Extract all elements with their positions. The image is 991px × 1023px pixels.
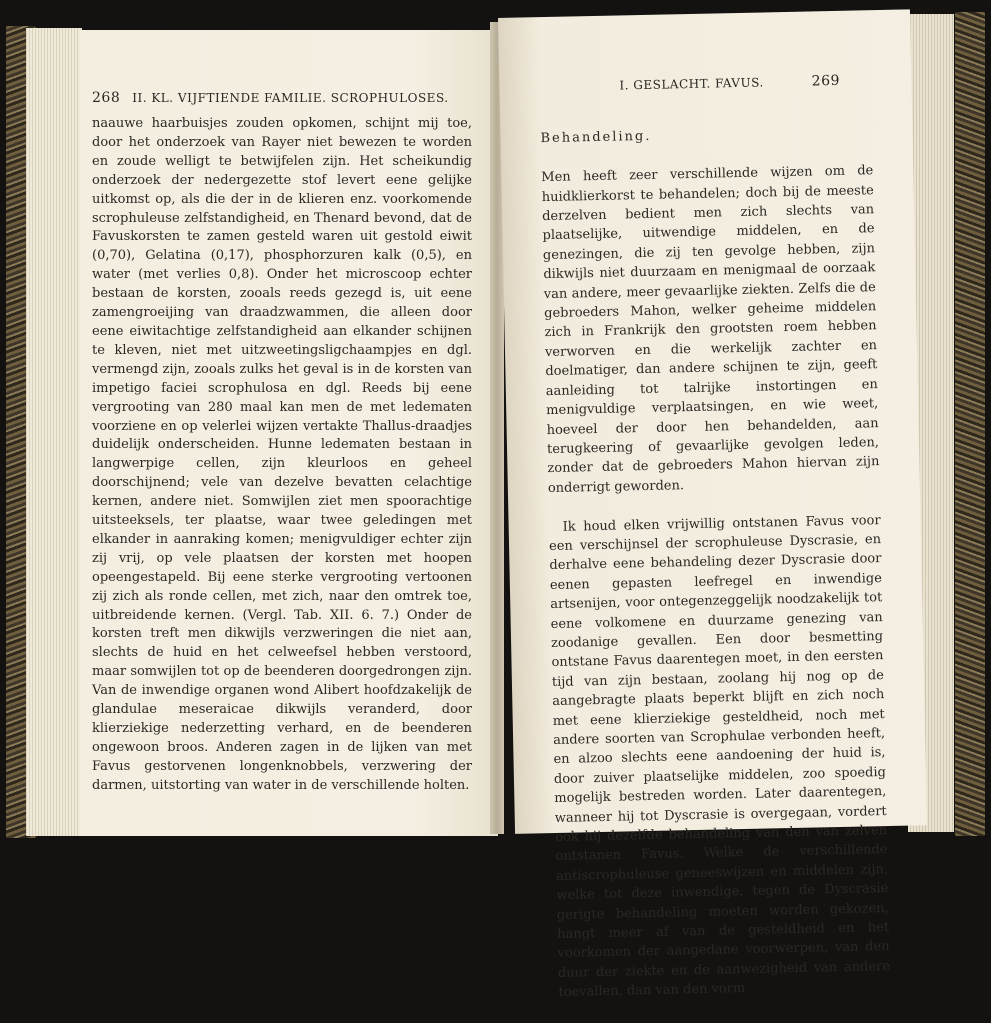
left-page	[80, 30, 498, 836]
left-body-text: naauwe haarbuisjes zouden opkomen, schijnt mij toe, door het onderzoek van Rayer niet bewezen te worden en zoude welligt te betwijfelen zijn. Het scheikundig onderzoek der nedergezette stof levert eene gelijke uitkomst op, als die der in de klieren enz. voorkomende scrophuleuse zelfstandigheid, en Thenard bevond, dat de Favuskorsten te zamen gesteld waren uit gestold eiwit (0,70), Gelatina (0,17), phosphorzuren kalk (0,5), en water (met verlies 0,8). Onder het microscoop echter bestaan de korsten, zooals reeds gezegd is, uit eene zamengroeijing van draadzwammen, die alleen door eene eiwitachtige zelfstandigheid aan elkander schijnen te kleven, niet met uitzweetingsligchaampjes en dgl. vermengd zijn, zooals zulks het geval is in de korsten van impetigo faciei scrophulosa en dgl. Reeds bij eene vergrooting van 280 maal kan men de met ledematen voorziene en op velerlei wijzen vertakte Thallus-draadjes duidelijk onderscheiden. Hunne ledematen bestaan in langwerpige cellen, zijn kleurloos en geheel doorschijnend; vele van dezelve bevatten celachtige kernen, andere niet. Somwijlen ziet men spoorachtige uitsteeksels, ter plaatse, waar twee geledingen met elkander in aanraking komen; menigvuldiger echter zijn zij vrij, op vele plaatsen der korsten met hoopen opeengestapeld. Bij eene sterke vergrooting vertoonen zij zich als ronde cellen, met zich, naar den omtrek toe, uitbreidende kernen. (Vergl. Tab. XII. 6. 7.) Onder de korsten treft men dikwijls verzweringen die niet aan, slechts de huid en het celweefsel hebben verstoord, maar somwijlen tot op de beenderen doorgedrongen zijn. Van de inwendige organen wond Alibert hoofdzakelijk de glandulae meseraicae dikwijls veranderd, door klierziekige nederzetting verhard, en de beenderen ongewoon broos. Anderen zagen in de lijken van met Favus gestorvenen longenknobbels, verzwering der darmen, uitstorting van water in de verschillende holten.	[92, 116, 472, 793]
right-running-title: I. GESLACHT. FAVUS.	[619, 75, 764, 93]
right-page-number: 269	[811, 72, 841, 90]
left-page-edges	[26, 28, 82, 836]
left-running-head	[92, 90, 449, 106]
paragraph-2: Ik houd elken vrijwillig ontstanen Favus voor een verschijnsel der scrophuleuse Dyscrasie, en derhalve eene behandeling dezer Dyscrasie door eenen gepasten leefregel en inwendige artsenijen, voor ontegenzeggelijk noodzakelijk tot eene volkomene en duurzame genezing van zoodanige gevallen. Een door besmetting ontstane Favus daarentegen moet, in den eersten tijd van zijn bestaan, zoolang hij nog op de aangebragte plaats beperkt blijft en zich noch met eene klierziekige gesteldheid, noch met andere soorten van Scrophulae verbonden heeft, en alzoo slechts eene aandoening der huid is, door zuiver plaatselijke middelen, zoo spoedig mogelijk bestreden worden. Later daarentegen, wanneer hij tot Dyscrasie is overgegaan, vordert ook hij dezelfde behandeling van den van zelven ontstanen Favus. Welke de verschillende antiscrophuleuse geneeswijzen en middelen zijn, welke tot deze inwendige, tegen de Dyscrasie gerigte behandeling moeten worden gekozen, hangt meer af van de gesteldheid en het voorkomen der aangedane voorwerpen, van den duur der ziekte en de aanwezigheid van andere toevallen, dan van den vorm	[548, 512, 891, 1001]
section-heading: Behandeling.	[540, 129, 652, 147]
paragraph-1: Men heeft zeer verschillende wijzen om de huidklierkorst te behandelen; doch bij de meeste derzelven bedient men zich slechts van plaatselijke, uitwendige middelen, en de genezingen, die zij ten gevolge hebben, zijn dikwijls niet duurzaam en menigmaal de oorzaak van andere, meer gevaarlijke ziekten. Zelfs die de gebroeders Mahon, welker geheime middelen zich in Frankrijk den grootsten roem hebben verworven en die werkelijk zachter en doelmatiger, dan andere schijnen te zijn, geeft aanleiding tot talrijke instortingen en menigvuldige verplaatsingen, en wie weet, hoeveel der door hen behandelden, aan terugkeering of gevaarlijke gevolgen leden, zonder dat de gebroeders Mahon hiervan zijn onderrigt geworden.	[541, 163, 880, 496]
right-page	[498, 9, 927, 1001]
right-cover	[955, 12, 985, 836]
left-running-title: II. KL. VIJFTIENDE FAMILIE. SCROPHULOSES.	[132, 91, 449, 105]
right-running-head	[619, 73, 840, 94]
right-body-text	[540, 103, 891, 1001]
left-page-number: 268	[92, 90, 121, 106]
